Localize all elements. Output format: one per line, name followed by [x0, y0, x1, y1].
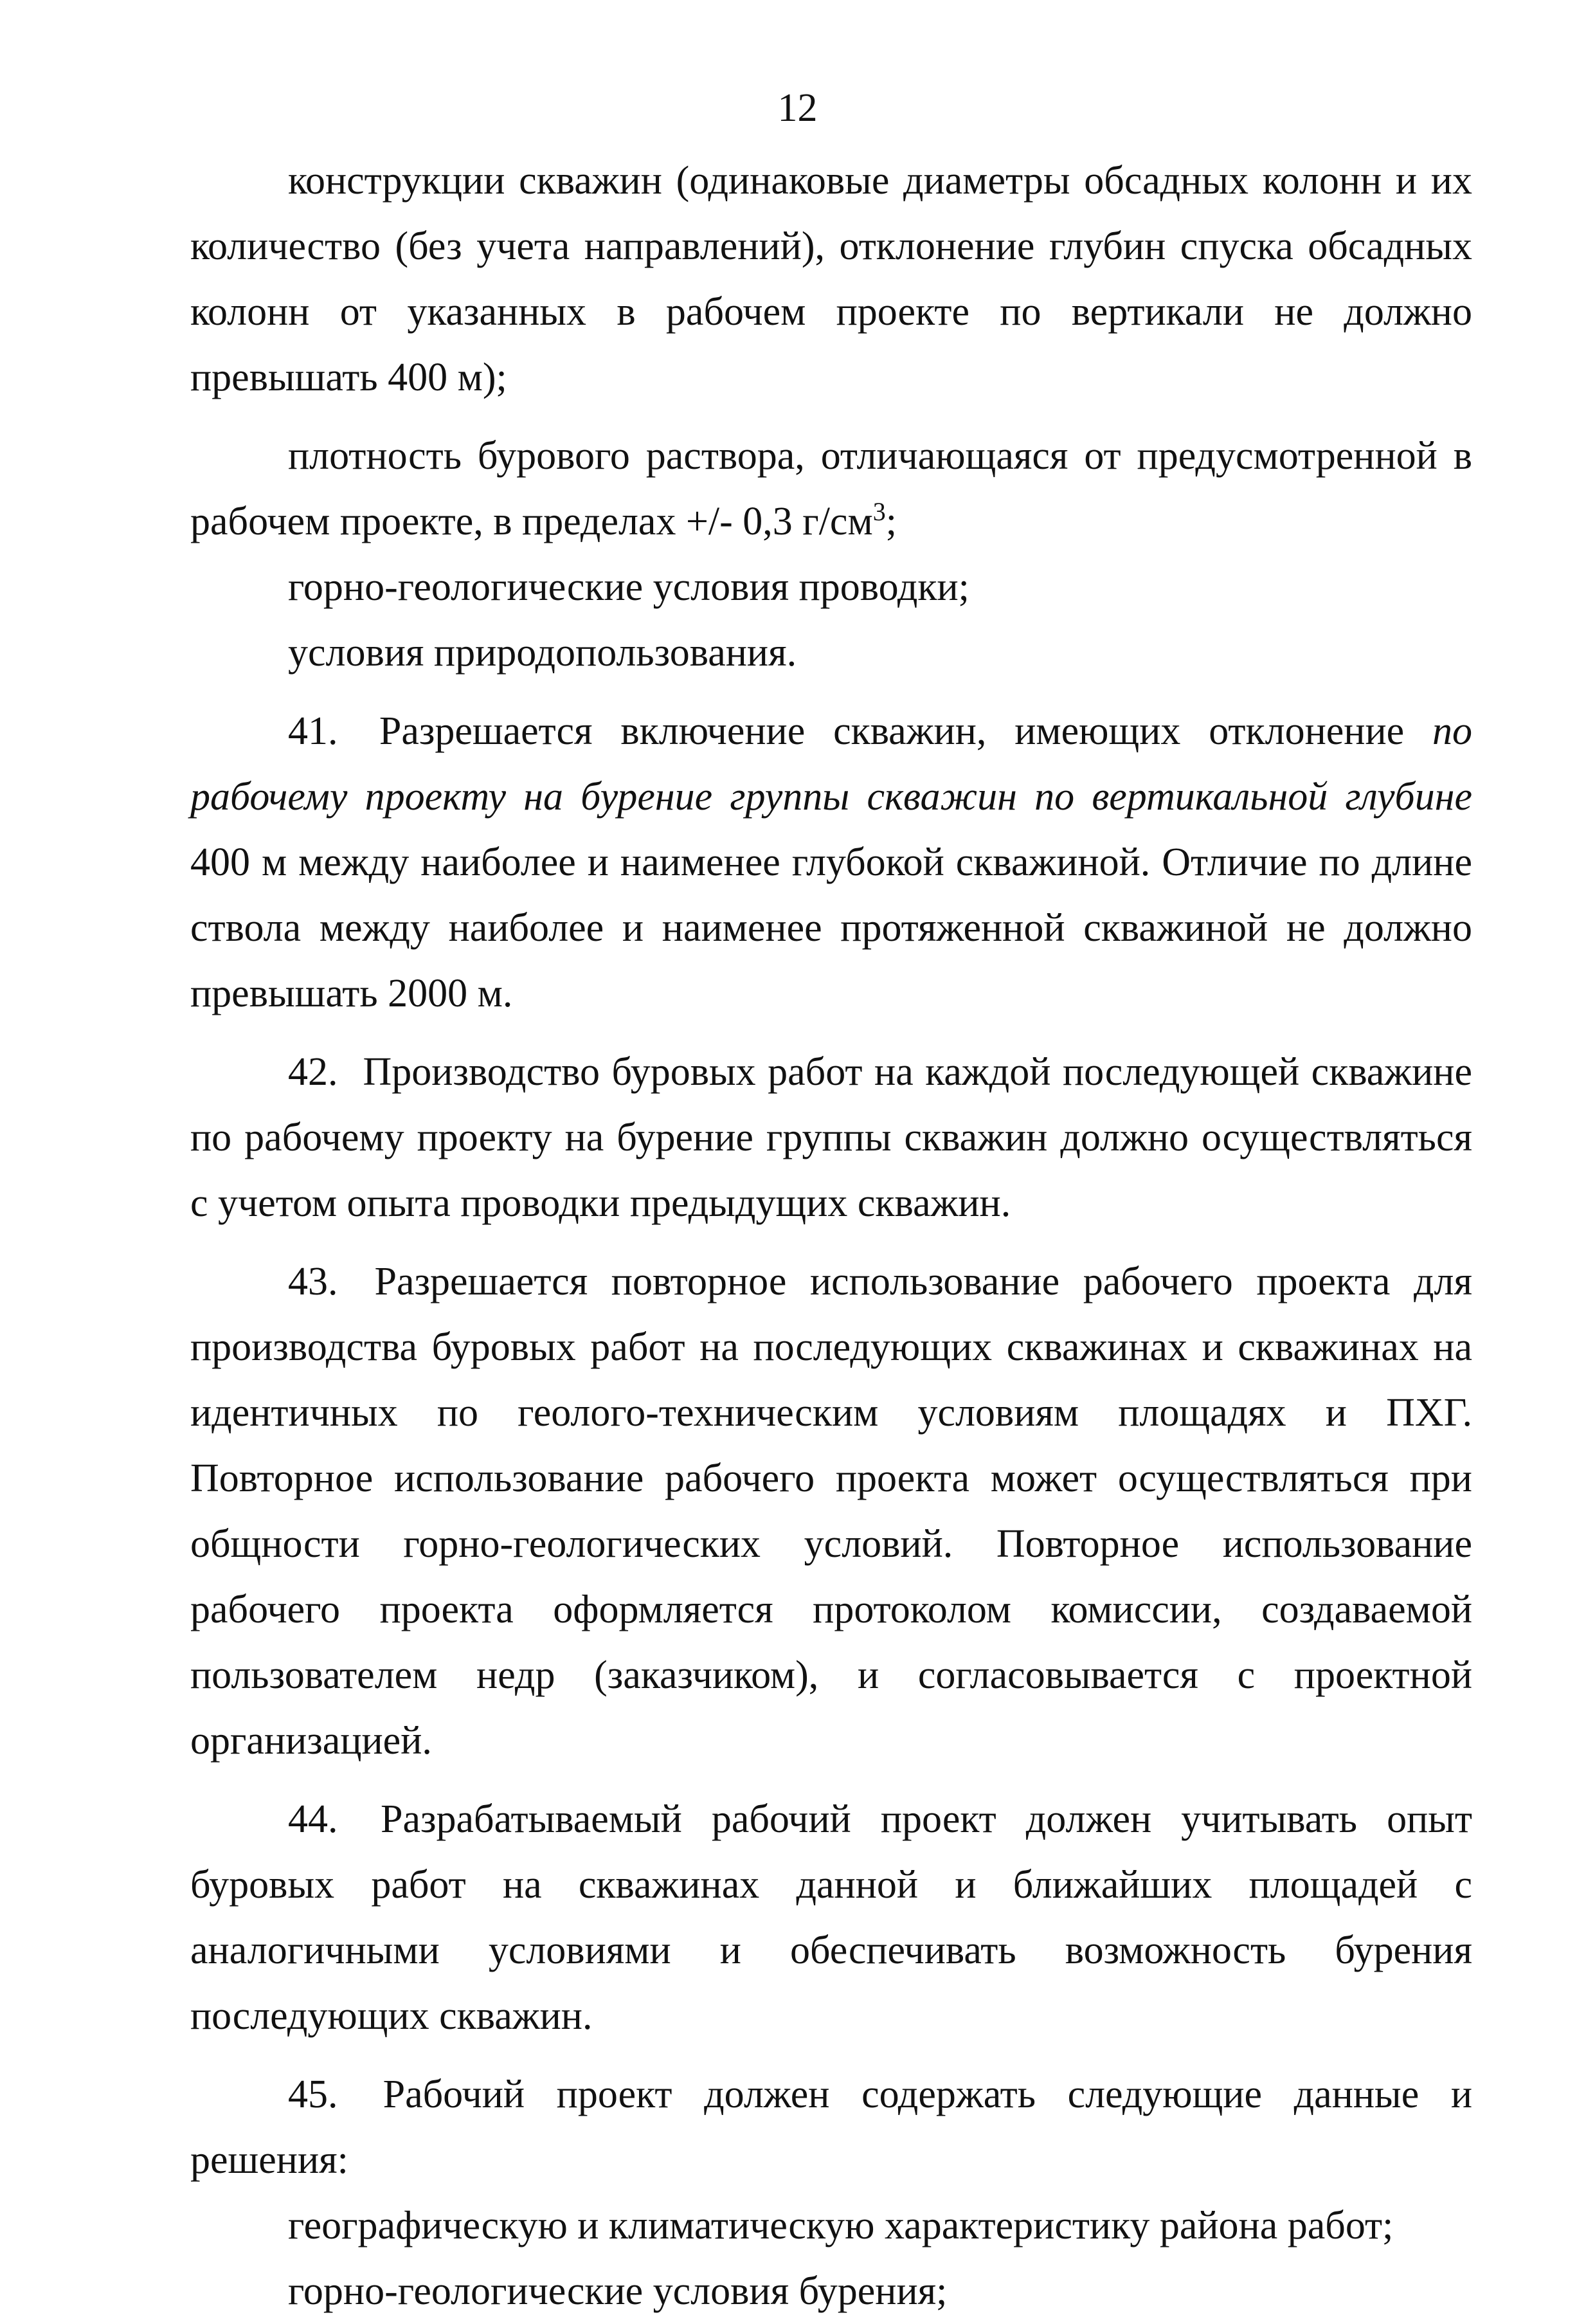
paragraph-mud-density: [190, 423, 1472, 554]
paragraph-45-text: Рабочий проект должен содержать следующие данные и решения:: [190, 2073, 1472, 2182]
paragraph-41-italic: по рабочему проекту на бурение группы скважин по вертикальной глубине: [190, 709, 1472, 819]
mud-density-end: ;: [885, 500, 897, 543]
superscript-cube: 3: [872, 497, 886, 526]
paragraph-geology-conditions: горно-геологические условия проводки;: [288, 565, 969, 609]
paragraph-43-text: Разрешается повторное использование рабочего проекта для производства буровых работ на последующих скважинах и скважинах на идентичных по геолого-техническим условиям площадях и ПХГ. Повторное использование рабочего проекта может осуществляться при общности горно-геологических условий. Повторное использование рабочего проекта оформляется протоколом комиссии, создаваемой пользователем недр (заказчиком), и согласовывается с проектной организацией.: [190, 1260, 1472, 1763]
paragraph-number-45: 45.: [288, 2073, 338, 2116]
paragraph-43: [190, 1249, 1472, 1774]
paragraph-nature-use: условия природопользования.: [288, 631, 797, 675]
paragraph-41-text-b: 400 м между наиболее и наименее глубокой скважиной. Отличие по длине ствола между наиболее и наименее протяженной скважиной не должно превышать 2000 м.: [190, 840, 1472, 1015]
paragraph-number-42: 42.: [288, 1050, 338, 1094]
paragraph-44: [190, 1786, 1472, 2049]
paragraph-42: [190, 1039, 1472, 1236]
document-body: [190, 148, 1472, 2324]
paragraph-41: [190, 698, 1472, 1026]
paragraph-drilling-geology: горно-геологические условия бурения;: [288, 2269, 948, 2313]
paragraph-geography-climate: географическую и климатическую характеристику района работ;: [288, 2204, 1394, 2247]
mud-density-text: плотность бурового раствора, отличающаяся от предусмотренной в рабочем проекте, в пределах +/- 0,3 г/см: [190, 434, 1472, 543]
paragraph-41-text-a: Разрешается включение скважин, имеющих отклонение: [379, 709, 1405, 753]
paragraph-number-43: 43.: [288, 1260, 338, 1303]
paragraph-number-44: 44.: [288, 1797, 338, 1841]
paragraph-well-design: конструкции скважин (одинаковые диаметры обсадных колонн и их количество (без учета направлений), отклонение глубин спуска обсадных колонн от указанных в рабочем проекте по вертикали не должно превышать 400 м);: [190, 159, 1472, 399]
page-number: 12: [777, 86, 818, 130]
paragraph-42-text: Производство буровых работ на каждой последующей скважине по рабочему проекту на бурение группы скважин должно осуществляться с учетом опыта проводки предыдущих скважин.: [190, 1050, 1473, 1225]
paragraph-44-text: Разрабатываемый рабочий проект должен учитывать опыт буровых работ на скважинах данной и ближайших площадей с аналогичными условиями и обеспечивать возможность бурения последующих скважин.: [190, 1797, 1472, 2038]
paragraph-45: [190, 2062, 1472, 2193]
paragraph-number-41: 41.: [288, 709, 338, 753]
